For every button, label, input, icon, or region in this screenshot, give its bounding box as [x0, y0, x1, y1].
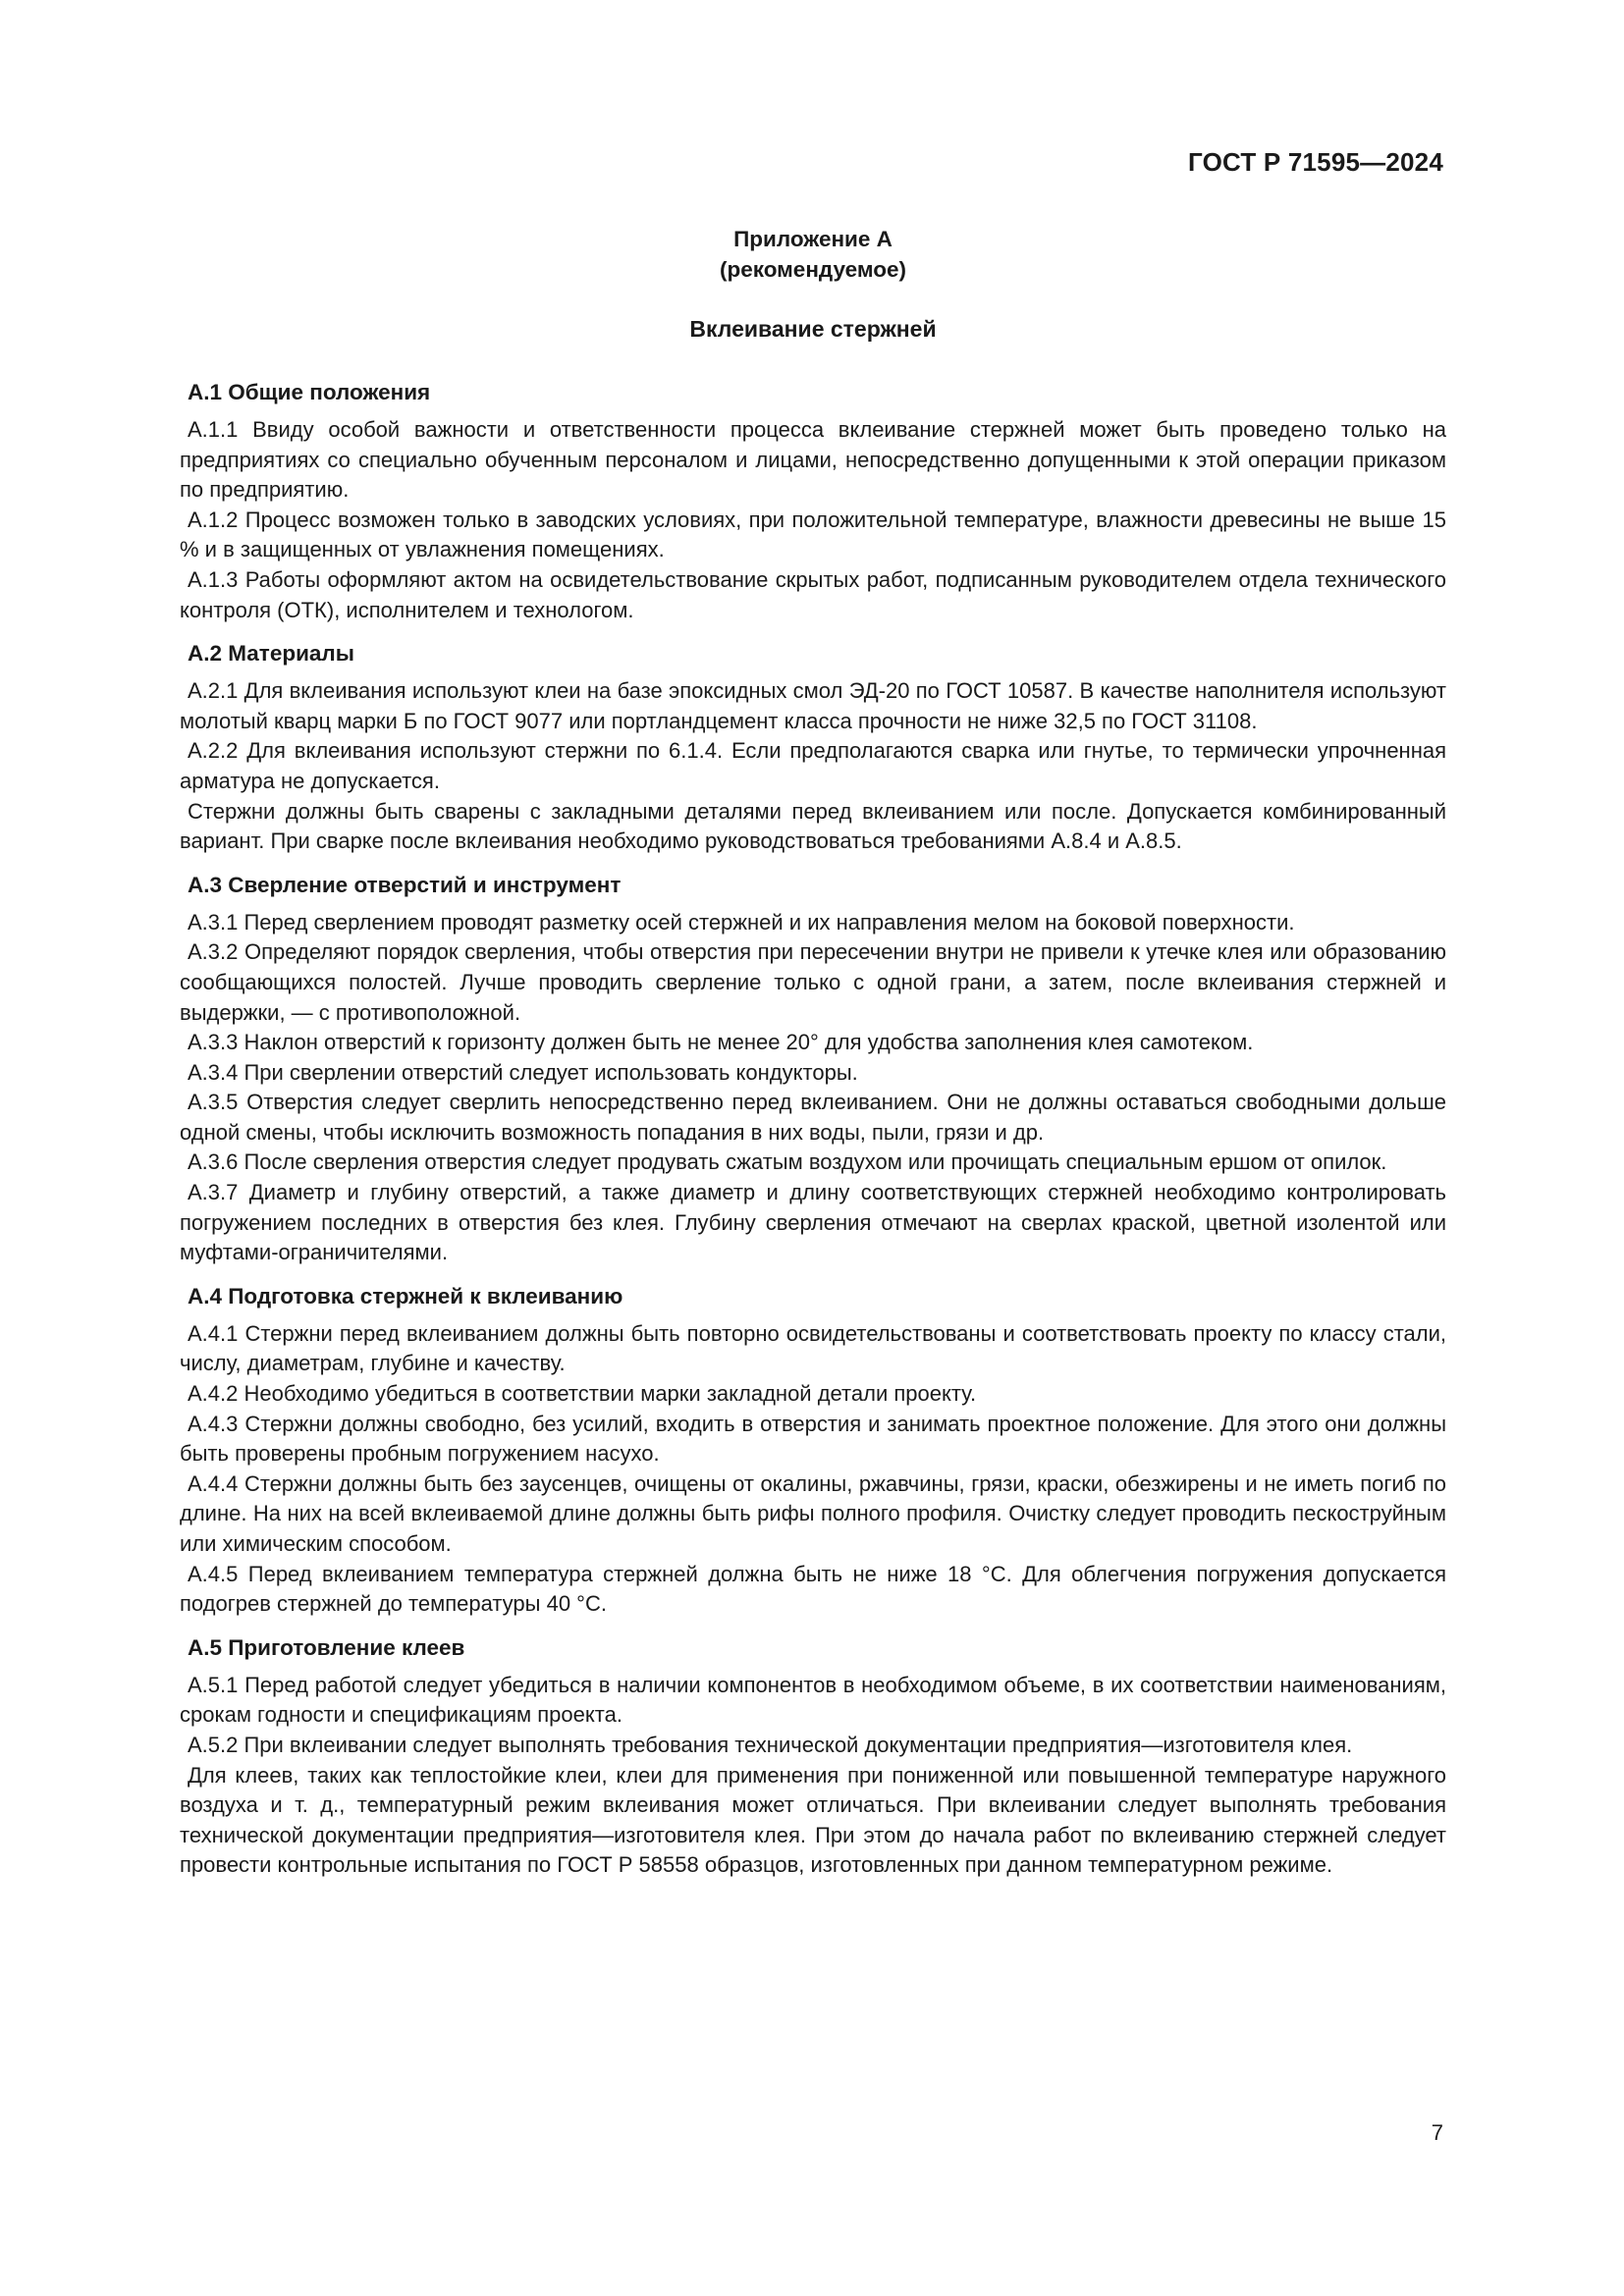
- paragraph: Для клеев, таких как теплостойкие клеи, клеи для применения при пониженной или повышенной температуре наружного воздуха и т. д., температурный режим вклеивания может отличаться. При вклеивании следует выполнять требования технической документации предприятия—изготовителя клея. При этом до начала работ по вклеиванию стержней следует провести контрольные испытания по ГОСТ Р 58558 образцов, изготовленных при данном температурном режиме.: [180, 1762, 1446, 1878]
- appendix-status: (рекомендуемое): [720, 257, 906, 282]
- paragraph: А.4.5 Перед вклеиванием температура стержней должна быть не ниже 18 °С. Для облегчения погружения допускается подогрев стержней до температуры 40 °С.: [180, 1561, 1446, 1617]
- paragraph: А.2.2 Для вклеивания используют стержни по 6.1.4. Если предполагаются сварка или гнутье, то термически упрочненная арматура не допускается.: [180, 738, 1446, 793]
- section-title: А.2 Материалы: [188, 641, 354, 667]
- paragraph: А.3.4 При сверлении отверстий следует использовать кондукторы.: [188, 1059, 858, 1085]
- paragraph: А.4.1 Стержни перед вклеиванием должны быть повторно освидетельствованы и соответствовать проекту по классу стали, числу, диаметрам, глубине и качеству.: [180, 1320, 1446, 1376]
- paragraph: А.4.2 Необходимо убедиться в соответствии марки закладной детали проекту.: [188, 1381, 977, 1407]
- paragraph: А.5.1 Перед работой следует убедиться в наличии компонентов в необходимом объеме, в их соответствии наименованиям, срокам годности и спецификациям проекта.: [180, 1672, 1446, 1728]
- page-content: [180, 224, 1446, 1895]
- paragraph: А.3.6 После сверления отверстия следует продувать сжатым воздухом или прочищать специальным ершом от опилок.: [188, 1149, 1387, 1175]
- paragraph: А.3.1 Перед сверлением проводят разметку осей стержней и их направления мелом на боковой поверхности.: [188, 909, 1295, 934]
- paragraph: А.3.5 Отверстия следует сверлить непосредственно перед вклеиванием. Они не должны оставаться свободными дольше одной смены, чтобы исключить возможность попадания в них воды, пыли, грязи и др.: [180, 1090, 1446, 1145]
- paragraph: Стержни должны быть сварены с закладными деталями перед вклеиванием или после. Допускается комбинированный вариант. При сварке после вклеивания необходимо руководствоваться требованиями А.8.4 и А.8.5.: [180, 798, 1446, 854]
- paragraph: А.2.1 Для вклеивания используют клеи на базе эпоксидных смол ЭД-20 по ГОСТ 10587. В качестве наполнителя используют молотый кварц марки Б по ГОСТ 9077 или портландцемент класса прочности не ниже 32,5 по ГОСТ 31108.: [180, 678, 1446, 733]
- paragraph: А.1.1 Ввиду особой важности и ответственности процесса вклеивание стержней может быть проведено только на предприятиях со специально обученным персоналом и лицами, непосредственно допущенными к этой операции приказом по предприятию.: [180, 417, 1446, 503]
- section-title: А.4 Подготовка стержней к вклеиванию: [188, 1283, 623, 1308]
- section-a4: [180, 1282, 1446, 1620]
- section-a3: [180, 871, 1446, 1268]
- appendix-label: Приложение А: [733, 227, 893, 251]
- paragraph: А.3.7 Диаметр и глубину отверстий, а также диаметр и длину соответствующих стержней необходимо контролировать погружением последних в отверстия без клея. Глубину сверления отмечают на сверлах краской, цветной изолентой или муфтами-ограничителями.: [180, 1180, 1446, 1265]
- paragraph: А.5.2 При вклеивании следует выполнять требования технической документации предприятия—изготовителя клея.: [188, 1732, 1353, 1757]
- paragraph: А.4.3 Стержни должны свободно, без усилий, входить в отверстия и занимать проектное положение. Для этого они должны быть проверены пробным погружением насухо.: [180, 1411, 1446, 1467]
- paragraph: А.1.3 Работы оформляют актом на освидетельствование скрытых работ, подписанным руководителем отдела технического контроля (ОТК), исполнителем и технологом.: [180, 566, 1446, 622]
- appendix-title: Вклеивание стержней: [689, 316, 937, 342]
- section-a1: [180, 378, 1446, 625]
- document-code: ГОСТ Р 71595—2024: [1188, 147, 1443, 177]
- section-title: А.1 Общие положения: [188, 380, 431, 404]
- section-title: А.5 Приготовление клеев: [188, 1634, 465, 1660]
- paragraph: А.1.2 Процесс возможен только в заводских условиях, при положительной температуре, влажности древесины не выше 15 % и в защищенных от увлажнения помещениях.: [180, 507, 1446, 562]
- paragraph: А.3.3 Наклон отверстий к горизонту должен быть не менее 20° для удобства заполнения клея самотеком.: [188, 1030, 1254, 1055]
- paragraph: А.4.4 Стержни должны быть без заусенцев, очищены от окалины, ржавчины, грязи, краски, обезжирены и не иметь погиб по длине. На них на всей вклеиваемой длине должны быть рифы полного профиля. Очистку следует проводить пескоструйным или химическим способом.: [180, 1470, 1446, 1556]
- page-number: 7: [1431, 2120, 1443, 2145]
- paragraph: А.3.2 Определяют порядок сверления, чтобы отверстия при пересечении внутри не привели к утечке клея или образованию сообщающихся полостей. Лучше проводить сверление только с одной грани, а затем, после вклеивания стержней и выдержки, — с противоположной.: [180, 939, 1446, 1025]
- section-a2: [180, 639, 1446, 857]
- section-a5: [180, 1633, 1446, 1881]
- section-title: А.3 Сверление отверстий и инструмент: [188, 872, 622, 897]
